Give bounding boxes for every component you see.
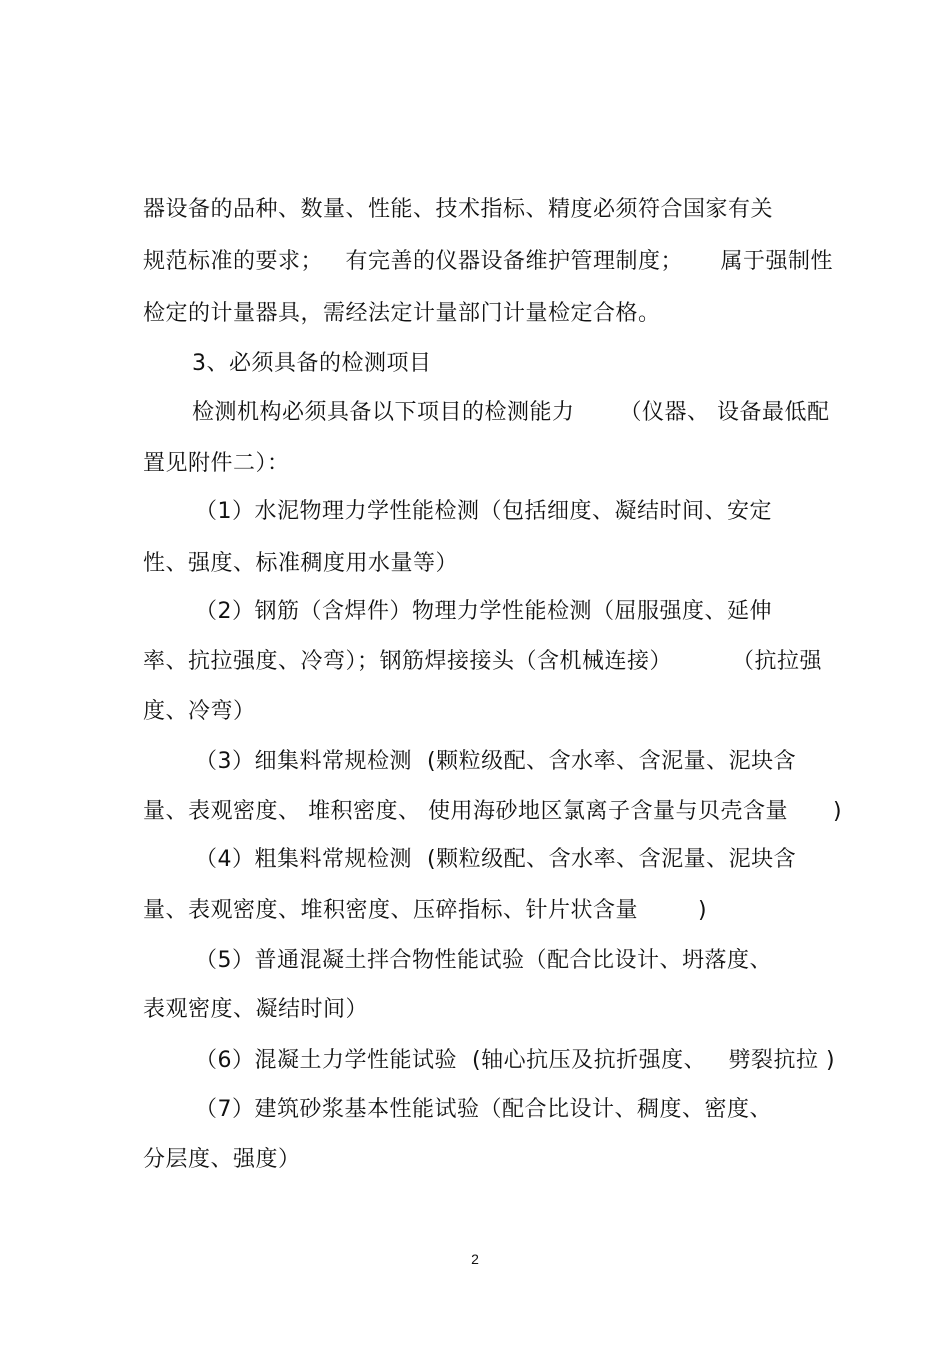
text-line: 检测机构必须具备以下项目的检测能力 （仪器、 设备最低配 [192,400,830,425]
text-line: 置见附件二）： [143,451,290,476]
list-item: （5）普通混凝土拌合物性能试验（配合比设计、坍落度、 [195,948,772,973]
page-number: 2 [471,1251,479,1267]
list-item: （4）粗集料常规检测 (颗粒级配、含水率、含泥量、泥块含 [195,847,797,872]
section-heading: 3、必须具备的检测项目 [192,351,432,376]
list-item: （1）水泥物理力学性能检测（包括细度、凝结时间、安定 [195,499,772,524]
text-line: 量、表观密度、堆积密度、压碎指标、针片状含量 ) [143,898,708,923]
text-line: 率、抗拉强度、冷弯）；钢筋焊接接头（含机械连接） （抗拉强 [143,649,822,674]
text-line: 分层度、强度） [143,1147,301,1172]
text-line: 规范标准的要求； 有完善的仪器设备维护管理制度； 属于强制性 [143,249,833,274]
text-line: 性、强度、标准稠度用水量等） [143,551,459,576]
text-line: 表观密度、凝结时间） [143,997,369,1022]
list-item: （6）混凝土力学性能试验 (轴心抗压及抗折强度、 劈裂抗拉 ) [195,1048,836,1073]
text-line: 检定的计量器具，需经法定计量部门计量检定合格。 [143,301,661,326]
text-line: 度、冷弯） [143,699,256,724]
list-item: （3）细集料常规检测 (颗粒级配、含水率、含泥量、泥块含 [195,749,797,774]
list-item: （7）建筑砂浆基本性能试验（配合比设计、稠度、密度、 [195,1097,772,1122]
text-line: 器设备的品种、数量、性能、技术指标、精度必须符合国家有关 [143,197,774,222]
text-line: 量、表观密度、 堆积密度、 使用海砂地区氯离子含量与贝壳含量 ) [143,799,843,824]
list-item: （2）钢筋（含焊件）物理力学性能检测（屈服强度、延伸 [195,599,772,624]
